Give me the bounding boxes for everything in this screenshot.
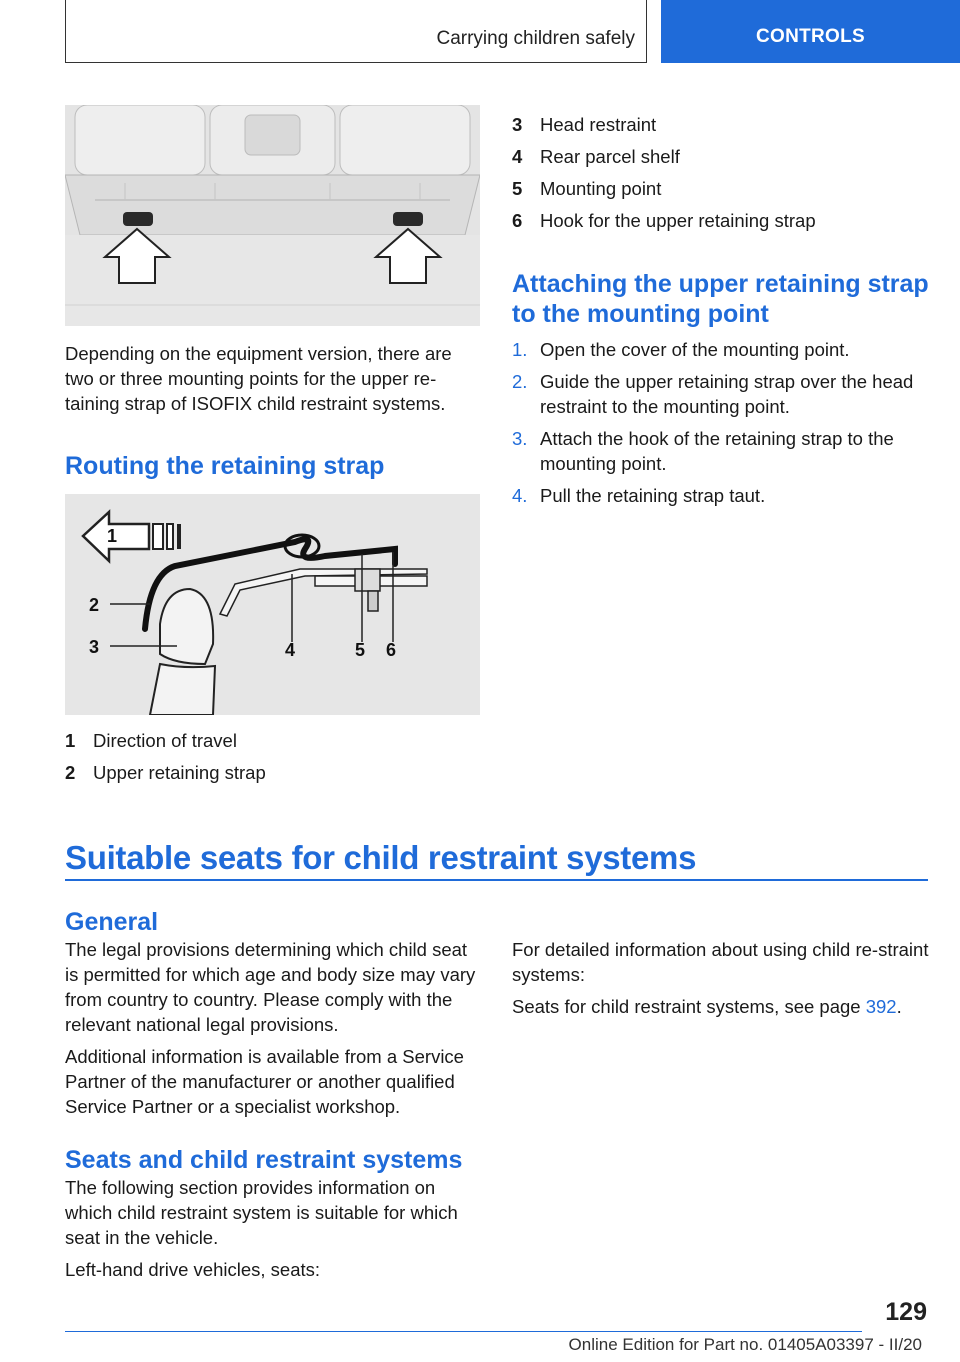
detailed-info-paragraph: For detailed information about using child re-straint systems: [512, 939, 929, 985]
legend-number: 5 [512, 178, 523, 199]
step-item [512, 337, 932, 362]
legend-text: Direction of travel [93, 730, 237, 751]
page-reference [512, 994, 932, 1019]
seats-paragraph-1: The following section provides information on which child restraint system is suitable for which seat in the vehicle. [65, 1177, 458, 1248]
step-item [512, 426, 932, 476]
legend-item [512, 112, 932, 137]
legend-text: Upper retaining strap [93, 762, 266, 783]
legend-text: Hook for the upper retaining strap [540, 210, 816, 231]
legend-text: Mounting point [540, 178, 662, 199]
step-number: 2. [512, 371, 528, 392]
title-rule [65, 879, 928, 881]
page-link[interactable]: 392 [865, 996, 897, 1017]
page-ref-prefix: Seats for child restraint systems, see page [512, 996, 866, 1017]
step-text: Open the cover of the mounting point. [540, 339, 850, 360]
legend-item [512, 176, 932, 201]
routing-heading: Routing the retaining strap [65, 452, 385, 480]
chapter-label: CONTROLS [755, 25, 865, 47]
fig-label-6: 6 [386, 640, 397, 660]
page-number: 129 [885, 1298, 927, 1326]
step-text: Attach the hook of the retaining strap to the mounting point. [540, 428, 894, 474]
attach-heading: Attaching the upper retaining strap to the mounting point [512, 270, 929, 328]
legend-number: 3 [512, 114, 523, 135]
fig-label-1: 1 [107, 526, 118, 546]
rear-seat-illustration [65, 105, 480, 326]
step-number: 1. [512, 339, 528, 360]
general-heading: General [65, 908, 159, 936]
general-text [65, 937, 483, 1119]
step-number: 4. [512, 485, 528, 506]
seats-text [65, 1175, 483, 1282]
chapter-tab[interactable] [661, 0, 960, 63]
legend-number: 4 [512, 146, 523, 167]
general-paragraph-2: Additional information is available from a Service Partner of the manufacturer or another qualified Service Partner or a specialist workshop. [65, 1046, 464, 1117]
attach-steps [512, 337, 932, 508]
intro-paragraph: Depending on the equipment version, there are two or three mounting points for the upper re-taining strap of ISOFIX child restraint systems. [65, 343, 452, 414]
legend-item [512, 208, 932, 233]
fig-label-5: 5 [355, 640, 366, 660]
legend-item [65, 728, 475, 753]
legend-item [65, 760, 475, 785]
legend-number: 1 [65, 730, 76, 751]
suitable-seats-title: Suitable seats for child restraint systems [65, 839, 697, 876]
section-title: Carrying children safely [436, 28, 635, 49]
right-legend [512, 112, 932, 233]
footer-rule [65, 1331, 862, 1332]
seats-heading: Seats and child restraint systems [65, 1146, 463, 1174]
step-number: 3. [512, 428, 528, 449]
legend-item [512, 144, 932, 169]
step-text: Guide the upper retaining strap over the head restraint to the mounting point. [540, 371, 914, 417]
step-item [512, 483, 932, 508]
general-paragraph-1: The legal provisions determining which child seat is permitted for which age and body size may vary from country to country. Please comply with the relevant national legal provisions. [65, 939, 476, 1035]
fig-label-2: 2 [89, 595, 100, 615]
right-general-text [512, 937, 932, 1019]
legend-text: Head restraint [540, 114, 657, 135]
routing-figure [65, 494, 480, 715]
left-legend [65, 728, 475, 785]
mounting-points-figure [65, 105, 480, 326]
routing-diagram [65, 494, 480, 715]
step-item [512, 369, 932, 419]
legend-text: Rear parcel shelf [540, 146, 680, 167]
page-ref-suffix: . [896, 996, 902, 1017]
fig-label-4: 4 [285, 640, 296, 660]
step-text: Pull the retaining strap taut. [540, 485, 766, 506]
seats-paragraph-2: Left-hand drive vehicles, seats: [65, 1259, 321, 1280]
legend-number: 6 [512, 210, 523, 231]
legend-number: 2 [65, 762, 76, 783]
edition-note: Online Edition for Part no. 01405A03397 - II/20 [568, 1335, 922, 1354]
fig-label-3: 3 [89, 637, 100, 657]
